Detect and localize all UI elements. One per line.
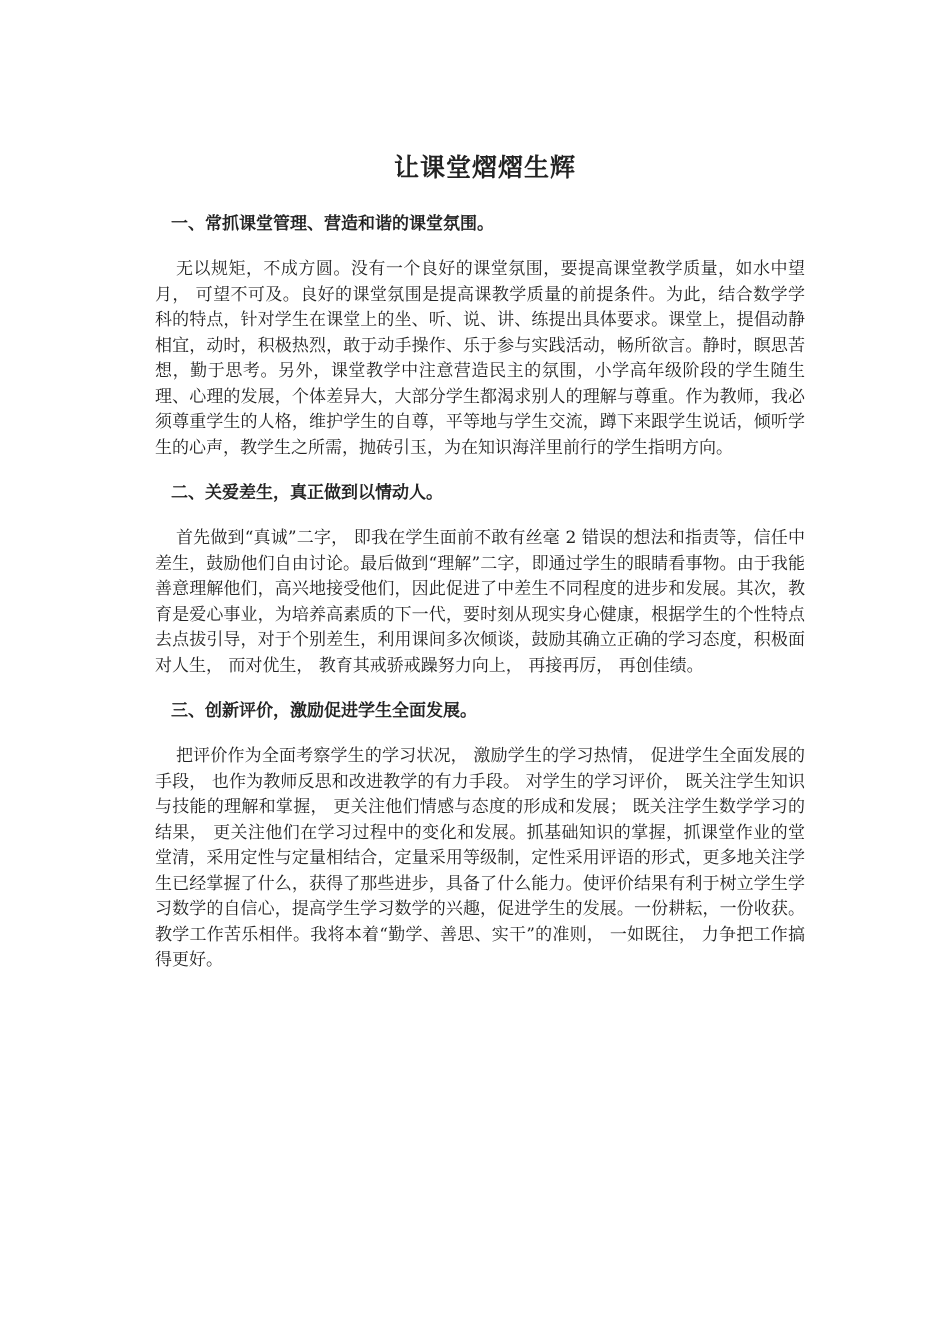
section-body-2: 首先做到“真诚”二字， 即我在学生面前不敢有丝毫 2 错误的想法和指责等，信任中差生，鼓励他们自由讨论。最后做到“理解”二字，即通过学生的眼睛看事物。由于我能善意理解他们，高兴地接受他们，因此促进了中差生不同程度的进步和发展。其次，教育是爱心事业，为培养高素质的下一代，要时刻从现实身心健康，根据学生的个性特点去点拔引导，对于个别差生，利用课间多次倾谈，鼓励其确立正确的学习态度，积极面对人生， 而对优生， 教育其戒骄戒躁努力向上， 再接再厉， 再创佳绩。 — [155, 528, 805, 676]
document-page — [155, 148, 805, 994]
section-heading-1: 一、常抓课堂管理、营造和谐的课堂氛围。 — [171, 214, 494, 234]
section-heading-2: 二、关爱差生，真正做到以情动人。 — [171, 483, 443, 503]
section-body-1: 无以规矩，不成方圆。没有一个良好的课堂氛围，要提高课堂教学质量，如水中望月， 可望不可及。良好的课堂氛围是提高课教学质量的前提条件。为此，结合数学学科的特点，针对学生在课堂上的坐、听、说、讲、练提出具体要求。课堂上，提倡动静相宜，动时，积极热烈，敢于动手操作、乐于参与实践活动，畅所欲言。静时，瞑思苦想，勤于思考。另外，课堂教学中注意营造民主的氛围，小学高年级阶段的学生随生理、心理的发展，个体差异大，大部分学生都渴求别人的理解与尊重。作为教师，我必须尊重学生的人格，维护学生的自尊，平等地与学生交流，蹲下来跟学生说话，倾听学生的心声，教学生之所需，抛砖引玉，为在知识海洋里前行的学生指明方向。 — [155, 259, 805, 458]
section-body-3: 把评价作为全面考察学生的学习状况， 激励学生的学习热情， 促进学生全面发展的手段， 也作为教师反思和改进教学的有力手段。 对学生的学习评价， 既关注学生知识与技能的理解和掌握， 更关注他们情感与态度的形成和发展； 既关注学生数学学习的结果， 更关注他们在学习过程中的变化和发展。抓基础知识的掌握，抓课堂作业的堂堂清，采用定性与定量相结合，定量采用等级制，定性采用评语的形式，更多地关注学生已经掌握了什么，获得了那些进步，具备了什么能力。使评价结果有利于树立学生学习数学的自信心，提高学生学习数学的兴趣，促进学生的发展。一份耕耘，一份收获。教学工作苦乐相伴。我将本着“勤学、善思、实干”的准则， 一如既往， 力争把工作搞得更好。 — [155, 746, 805, 970]
document-title: 让课堂熠熠生辉 — [393, 153, 576, 182]
section-heading-3: 三、创新评价，激励促进学生全面发展。 — [171, 701, 477, 721]
